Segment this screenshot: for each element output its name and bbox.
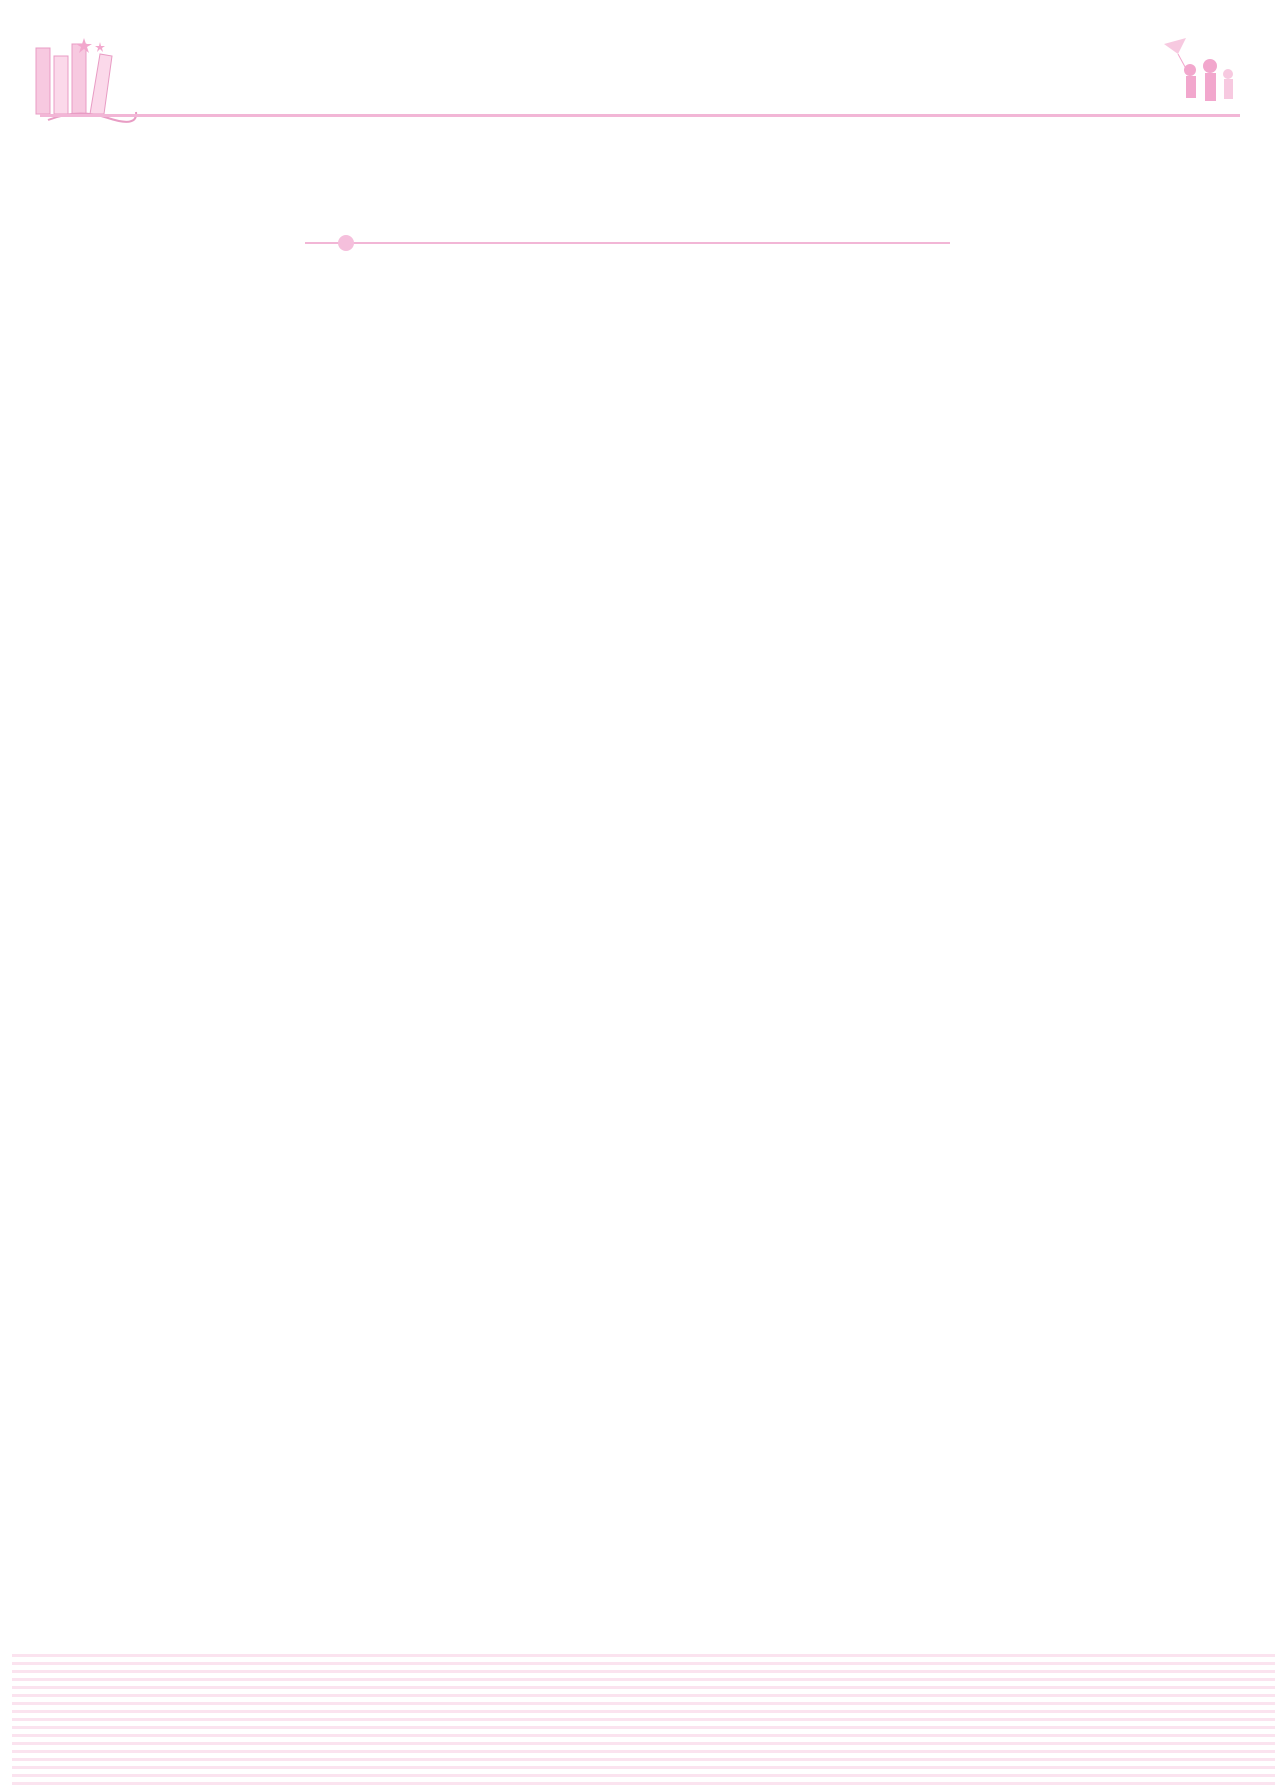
header-kids-illustration (1160, 36, 1240, 116)
footer-stripes (12, 1654, 1275, 1789)
kids-kite-icon (1160, 36, 1240, 116)
interest-pie-chart (280, 1040, 440, 1200)
interest-bar-chart (470, 1000, 990, 1240)
score-line-chart (660, 365, 1020, 575)
study-time-bar-chart (215, 365, 635, 565)
header-divider (40, 114, 1240, 117)
title-underline (305, 242, 950, 244)
title-bullet (338, 235, 354, 251)
header-logo (28, 36, 138, 126)
books-logo-icon (28, 36, 138, 126)
